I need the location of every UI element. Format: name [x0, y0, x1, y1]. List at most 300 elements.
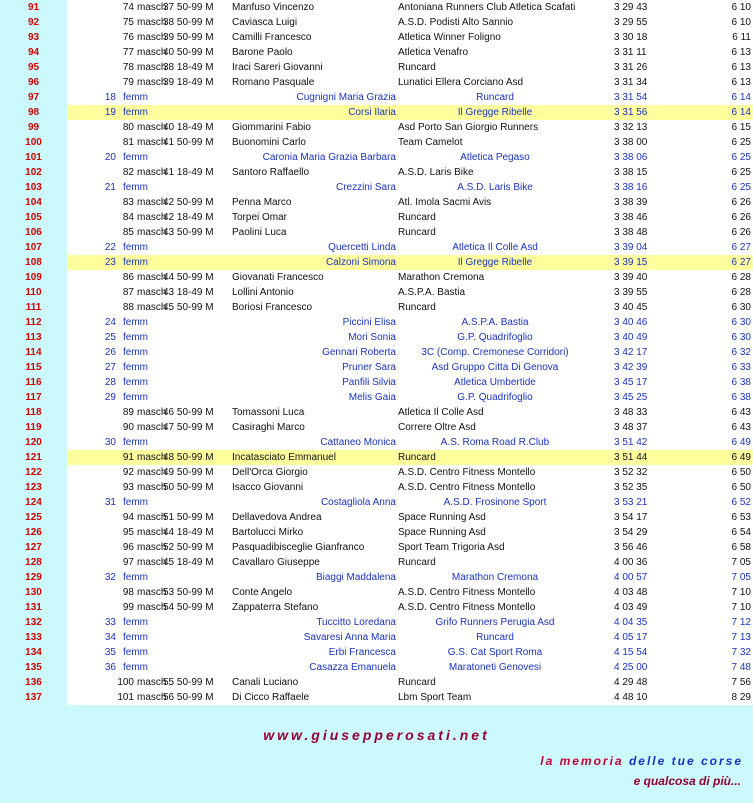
position-cell: 108 — [0, 255, 67, 270]
time-cell: 3 42 17 — [614, 347, 648, 358]
table-row — [0, 135, 753, 150]
athlete-name-cell: Iraci Sareri Giovanni — [232, 62, 323, 73]
club-cell: A.S.D. Centro Fitness Montello — [398, 602, 536, 613]
club-cell: Space Running Asd — [398, 512, 486, 523]
table-row — [0, 120, 753, 135]
athlete-name-cell: Paolini Luca — [232, 227, 287, 238]
table-row — [0, 30, 753, 45]
time-cell: 3 40 49 — [614, 332, 648, 343]
position-cell: 97 — [0, 90, 67, 105]
athlete-name-cell: Savaresi Anna Maria — [303, 632, 396, 643]
category-cell: 43 18-49 M — [163, 287, 214, 298]
time-cell: 3 39 40 — [614, 272, 648, 283]
time-cell: 3 39 55 — [614, 287, 648, 298]
gender-cell: femm — [123, 182, 148, 193]
club-cell: Marathon Cremona — [451, 572, 539, 583]
table-row — [0, 420, 753, 435]
gender-rank-cell: 27 — [104, 362, 116, 373]
athlete-name-cell: Pasquadibisceglie Gianfranco — [232, 542, 365, 553]
athlete-name-cell: Camilli Francesco — [232, 32, 312, 43]
gender-rank-cell: 75 — [122, 17, 134, 28]
time-cell: 3 31 54 — [614, 92, 648, 103]
gender-rank-cell: 88 — [122, 302, 134, 313]
category-cell: 52 50-99 M — [163, 542, 214, 553]
club-cell: Correre Oltre Asd — [398, 422, 476, 433]
athlete-name-cell: Cavallaro Giuseppe — [232, 557, 320, 568]
time-cell: 3 45 25 — [614, 392, 648, 403]
gender-cell: masch — [137, 587, 167, 598]
category-cell: 40 18-49 M — [163, 122, 214, 133]
gender-cell: femm — [123, 497, 148, 508]
time-cell: 3 56 46 — [614, 542, 648, 553]
club-cell: Atletica Il Colle Asd — [452, 242, 538, 253]
athlete-name-cell: Costagliola Anna — [320, 497, 396, 508]
time-cell: 3 40 45 — [614, 302, 648, 313]
athlete-name-cell: Casazza Emanuela — [309, 662, 396, 673]
gender-cell: masch — [137, 122, 167, 133]
time-cell: 3 38 06 — [614, 152, 648, 163]
gender-rank-cell: 99 — [122, 602, 134, 613]
gender-cell: femm — [123, 257, 148, 268]
position-cell: 112 — [0, 315, 67, 330]
time-cell: 4 25 00 — [614, 662, 648, 673]
table-row — [0, 75, 753, 90]
gender-cell: masch — [137, 212, 167, 223]
table-row — [0, 195, 753, 210]
position-cell: 137 — [0, 690, 67, 705]
time-cell: 4 04 35 — [614, 617, 648, 628]
position-cell: 123 — [0, 480, 67, 495]
category-cell: 39 18-49 M — [163, 77, 214, 88]
category-cell: 45 50-99 M — [163, 302, 214, 313]
pace-cell: 6 26 — [731, 197, 751, 208]
pace-cell: 6 43 — [731, 422, 751, 433]
position-cell: 124 — [0, 495, 67, 510]
club-cell: 3C (Comp. Cremonese Corridori) — [421, 347, 569, 358]
club-cell: A.S.D. Laris Bike — [457, 182, 533, 193]
category-cell: 43 50-99 M — [163, 227, 214, 238]
gender-cell: femm — [123, 242, 148, 253]
table-row — [0, 15, 753, 30]
pace-cell: 8 29 — [731, 692, 751, 703]
pace-cell: 6 38 — [731, 392, 751, 403]
gender-cell: masch — [137, 167, 167, 178]
table-row — [0, 360, 753, 375]
position-cell: 96 — [0, 75, 67, 90]
gender-rank-cell: 20 — [104, 152, 116, 163]
athlete-name-cell: Torpei Omar — [232, 212, 288, 223]
time-cell: 3 31 11 — [614, 47, 647, 58]
time-cell: 4 03 49 — [614, 602, 648, 613]
category-cell: 50 50-99 M — [163, 482, 214, 493]
gender-rank-cell: 83 — [122, 197, 134, 208]
gender-rank-cell: 94 — [122, 512, 134, 523]
time-cell: 3 39 04 — [614, 242, 648, 253]
pace-cell: 6 58 — [731, 542, 751, 553]
gender-rank-cell: 25 — [104, 332, 116, 343]
time-cell: 3 29 55 — [614, 17, 648, 28]
athlete-name-cell: Boriosi Francesco — [232, 302, 313, 313]
gender-cell: femm — [123, 332, 148, 343]
pace-cell: 6 30 — [731, 332, 751, 343]
time-cell: 3 31 34 — [614, 77, 648, 88]
gender-cell: masch — [137, 512, 167, 523]
athlete-name-cell: Isacco Giovanni — [232, 482, 304, 493]
gender-rank-cell: 87 — [122, 287, 134, 298]
table-row — [0, 240, 753, 255]
table-row — [0, 315, 753, 330]
gender-rank-cell: 22 — [104, 242, 116, 253]
position-cell: 103 — [0, 180, 67, 195]
position-cell: 131 — [0, 600, 67, 615]
table-row — [0, 525, 753, 540]
position-cell: 114 — [0, 345, 67, 360]
table-row — [0, 270, 753, 285]
table-row — [0, 435, 753, 450]
club-cell: Atletica Pegaso — [460, 152, 530, 163]
position-cell: 102 — [0, 165, 67, 180]
position-cell: 132 — [0, 615, 67, 630]
position-cell: 91 — [0, 0, 67, 15]
time-cell: 3 39 15 — [614, 257, 648, 268]
category-cell: 41 18-49 M — [163, 167, 214, 178]
athlete-name-cell: Caronia Maria Grazia Barbara — [262, 152, 396, 163]
table-row — [0, 600, 753, 615]
table-row — [0, 570, 753, 585]
pace-cell: 7 10 — [731, 587, 751, 598]
gender-rank-cell: 93 — [122, 482, 134, 493]
position-cell: 129 — [0, 570, 67, 585]
position-cell: 107 — [0, 240, 67, 255]
gender-cell: femm — [123, 92, 148, 103]
time-cell: 3 42 39 — [614, 362, 648, 373]
club-cell: A.S.P.A. Bastia — [398, 287, 466, 298]
position-cell: 101 — [0, 150, 67, 165]
club-cell: Lunatici Ellera Corciano Asd — [398, 77, 524, 88]
gender-cell: masch — [137, 482, 167, 493]
gender-cell: masch — [137, 452, 167, 463]
athlete-name-cell: Lollini Antonio — [232, 287, 294, 298]
gender-cell: femm — [123, 632, 148, 643]
table-row — [0, 555, 753, 570]
gender-cell: masch — [137, 62, 167, 73]
category-cell: 45 18-49 M — [163, 557, 214, 568]
athlete-name-cell: Di Cicco Raffaele — [232, 692, 310, 703]
gender-rank-cell: 28 — [104, 377, 116, 388]
pace-cell: 6 10 — [731, 2, 751, 13]
club-cell: Atl. Imola Sacmi Avis — [398, 197, 492, 208]
category-cell: 38 18-49 M — [163, 62, 214, 73]
gender-rank-cell: 92 — [122, 467, 134, 478]
table-row — [0, 150, 753, 165]
tagline — [540, 754, 743, 768]
time-cell: 3 45 17 — [614, 377, 648, 388]
gender-rank-cell: 78 — [122, 62, 134, 73]
pace-cell: 6 13 — [731, 62, 751, 73]
pace-cell: 6 28 — [731, 272, 751, 283]
table-row — [0, 90, 753, 105]
pace-cell: 6 54 — [731, 527, 751, 538]
athlete-name-cell: Giovanati Francesco — [232, 272, 324, 283]
table-row — [0, 225, 753, 240]
position-cell: 106 — [0, 225, 67, 240]
athlete-name-cell: Romano Pasquale — [232, 77, 315, 88]
gender-rank-cell: 23 — [104, 257, 116, 268]
club-cell: Space Running Asd — [398, 527, 486, 538]
gender-cell: masch — [137, 677, 167, 688]
pace-cell: 7 13 — [731, 632, 751, 643]
time-cell: 3 30 18 — [614, 32, 648, 43]
club-cell: A.S. Roma Road R.Club — [440, 437, 550, 448]
gender-rank-cell: 34 — [104, 632, 116, 643]
gender-cell: femm — [123, 392, 148, 403]
category-cell: 38 50-99 M — [163, 17, 214, 28]
time-cell: 3 31 26 — [614, 62, 648, 73]
table-row — [0, 105, 753, 120]
category-cell: 39 50-99 M — [163, 32, 214, 43]
table-row — [0, 585, 753, 600]
site-url-link[interactable]: www.giusepperosati.net — [263, 727, 490, 743]
table-row — [0, 0, 753, 15]
time-cell: 3 29 43 — [614, 2, 648, 13]
athlete-name-cell: Casiraghi Marco — [232, 422, 305, 433]
club-cell: Runcard — [398, 557, 436, 568]
category-cell: 42 50-99 M — [163, 197, 214, 208]
pace-cell: 6 52 — [731, 497, 751, 508]
gender-rank-cell: 24 — [104, 317, 116, 328]
table-row — [0, 210, 753, 225]
club-cell: Marathon Cremona — [398, 272, 485, 283]
athlete-name-cell: Melis Gaia — [348, 392, 396, 403]
athlete-name-cell: Crezzini Sara — [335, 182, 396, 193]
time-cell: 3 38 15 — [614, 167, 648, 178]
position-cell: 94 — [0, 45, 67, 60]
time-cell: 4 00 57 — [614, 572, 648, 583]
table-row — [0, 375, 753, 390]
gender-cell: femm — [123, 107, 148, 118]
category-cell: 47 50-99 M — [163, 422, 214, 433]
table-row — [0, 165, 753, 180]
pace-cell: 6 15 — [731, 122, 751, 133]
athlete-name-cell: Corsi Ilaria — [348, 107, 396, 118]
club-cell: Asd Gruppo Citta Di Genova — [431, 362, 559, 373]
time-cell: 4 48 10 — [614, 692, 648, 703]
position-cell: 117 — [0, 390, 67, 405]
pace-cell: 6 27 — [731, 242, 751, 253]
position-cell: 110 — [0, 285, 67, 300]
gender-rank-cell: 18 — [104, 92, 116, 103]
club-cell: Runcard — [398, 302, 436, 313]
time-cell: 4 15 54 — [614, 647, 648, 658]
time-cell: 3 40 46 — [614, 317, 648, 328]
club-cell: Atletica Winner Foligno — [398, 32, 501, 43]
gender-cell: masch — [137, 2, 167, 13]
club-cell: Antoniana Runners Club Atletica Scafati — [398, 2, 576, 13]
time-cell: 3 52 32 — [614, 467, 648, 478]
position-cell: 92 — [0, 15, 67, 30]
gender-rank-cell: 82 — [122, 167, 134, 178]
time-cell: 3 38 39 — [614, 197, 648, 208]
position-cell: 100 — [0, 135, 67, 150]
position-cell: 130 — [0, 585, 67, 600]
pace-cell: 7 05 — [731, 572, 751, 583]
athlete-name-cell: Pruner Sara — [342, 362, 396, 373]
table-row — [0, 45, 753, 60]
athlete-name-cell: Panfili Silvia — [342, 377, 396, 388]
club-cell: A.S.D. Podisti Alto Sannio — [398, 17, 514, 28]
category-cell: 42 18-49 M — [163, 212, 214, 223]
pace-cell: 6 43 — [731, 407, 751, 418]
tagline-red: la memoria — [540, 754, 624, 768]
tagline-more: e qualcosa di più... — [633, 774, 741, 788]
position-cell: 125 — [0, 510, 67, 525]
athlete-name-cell: Zappaterra Stefano — [232, 602, 319, 613]
club-cell: G.S. Cat Sport Roma — [447, 647, 543, 658]
time-cell: 3 51 44 — [614, 452, 648, 463]
time-cell: 3 48 33 — [614, 407, 648, 418]
athlete-name-cell: Piccini Elisa — [342, 317, 396, 328]
position-cell: 121 — [0, 450, 67, 465]
gender-cell: femm — [123, 647, 148, 658]
club-cell: Team Camelot — [398, 137, 463, 148]
category-cell: 44 18-49 M — [163, 527, 214, 538]
athlete-name-cell: Tuccitto Loredana — [316, 617, 396, 628]
club-cell: G.P. Quadrifoglio — [457, 332, 533, 343]
club-cell: A.S.D. Centro Fitness Montello — [398, 482, 536, 493]
table-row — [0, 255, 753, 270]
athlete-name-cell: Buonomini Carlo — [232, 137, 306, 148]
position-cell: 135 — [0, 660, 67, 675]
pace-cell: 6 27 — [731, 257, 751, 268]
pace-cell: 6 25 — [731, 152, 751, 163]
position-cell: 116 — [0, 375, 67, 390]
position-cell: 95 — [0, 60, 67, 75]
time-cell: 4 00 36 — [614, 557, 648, 568]
table-row — [0, 345, 753, 360]
pace-cell: 6 50 — [731, 467, 751, 478]
time-cell: 3 31 56 — [614, 107, 648, 118]
gender-rank-cell: 86 — [122, 272, 134, 283]
gender-rank-cell: 81 — [122, 137, 134, 148]
club-cell: G.P. Quadrifoglio — [457, 392, 533, 403]
pace-cell: 7 56 — [731, 677, 751, 688]
table-row — [0, 615, 753, 630]
gender-cell: masch — [137, 527, 167, 538]
gender-rank-cell: 77 — [122, 47, 134, 58]
gender-rank-cell: 84 — [122, 212, 134, 223]
position-cell: 128 — [0, 555, 67, 570]
athlete-name-cell: Barone Paolo — [232, 47, 293, 58]
category-cell: 56 50-99 M — [163, 692, 214, 703]
athlete-name-cell: Bartolucci Mirko — [232, 527, 304, 538]
gender-rank-cell: 31 — [104, 497, 116, 508]
category-cell: 54 50-99 M — [163, 602, 214, 613]
pace-cell: 7 48 — [731, 662, 751, 673]
position-cell: 118 — [0, 405, 67, 420]
athlete-name-cell: Manfuso Vincenzo — [232, 2, 315, 13]
gender-rank-cell: 30 — [104, 437, 116, 448]
pace-cell: 6 49 — [731, 452, 751, 463]
club-cell: Atletica Umbertide — [454, 377, 536, 388]
position-cell: 134 — [0, 645, 67, 660]
pace-cell: 7 12 — [731, 617, 751, 628]
gender-cell: masch — [137, 692, 167, 703]
gender-cell: masch — [137, 137, 167, 148]
gender-cell: femm — [123, 317, 148, 328]
pace-cell: 6 14 — [731, 107, 751, 118]
athlete-name-cell: Dell'Orca Giorgio — [232, 467, 308, 478]
club-cell: Runcard — [476, 92, 514, 103]
gender-rank-cell: 36 — [104, 662, 116, 673]
athlete-name-cell: Biaggi Maddalena — [315, 572, 396, 583]
gender-rank-cell: 76 — [122, 32, 134, 43]
position-cell: 133 — [0, 630, 67, 645]
position-cell: 93 — [0, 30, 67, 45]
pace-cell: 6 30 — [731, 317, 751, 328]
gender-rank-cell: 74 — [122, 2, 134, 13]
category-cell: 48 50-99 M — [163, 452, 214, 463]
gender-rank-cell: 21 — [104, 182, 116, 193]
pace-cell: 6 10 — [731, 17, 751, 28]
table-row — [0, 300, 753, 315]
athlete-name-cell: Erbi Francesca — [328, 647, 396, 658]
gender-cell: masch — [137, 407, 167, 418]
athlete-name-cell: Cattaneo Monica — [320, 437, 396, 448]
position-cell: 113 — [0, 330, 67, 345]
table-row — [0, 675, 753, 690]
gender-rank-cell: 32 — [104, 572, 116, 583]
gender-rank-cell: 98 — [122, 587, 134, 598]
athlete-name-cell: Conte Angelo — [232, 587, 293, 598]
time-cell: 3 32 13 — [614, 122, 648, 133]
time-cell: 4 05 17 — [614, 632, 648, 643]
table-row — [0, 495, 753, 510]
category-cell: 40 50-99 M — [163, 47, 214, 58]
gender-rank-cell: 101 — [117, 692, 134, 703]
time-cell: 3 51 42 — [614, 437, 648, 448]
club-cell: A.S.P.A. Bastia — [461, 317, 529, 328]
athlete-name-cell: Giommarini Fabio — [232, 122, 311, 133]
position-cell: 136 — [0, 675, 67, 690]
gender-cell: masch — [137, 287, 167, 298]
club-cell: Atletica Il Colle Asd — [398, 407, 484, 418]
position-cell: 99 — [0, 120, 67, 135]
gender-cell: masch — [137, 467, 167, 478]
club-cell: A.S.D. Centro Fitness Montello — [398, 467, 536, 478]
gender-cell: femm — [123, 377, 148, 388]
gender-cell: femm — [123, 437, 148, 448]
category-cell: 41 50-99 M — [163, 137, 214, 148]
gender-cell: masch — [137, 77, 167, 88]
position-cell: 105 — [0, 210, 67, 225]
pace-cell: 6 38 — [731, 377, 751, 388]
gender-cell: masch — [137, 17, 167, 28]
gender-cell: femm — [123, 572, 148, 583]
pace-cell: 6 25 — [731, 167, 751, 178]
athlete-name-cell: Penna Marco — [232, 197, 292, 208]
club-cell: Runcard — [398, 452, 436, 463]
gender-cell: masch — [137, 557, 167, 568]
pace-cell: 7 05 — [731, 557, 751, 568]
athlete-name-cell: Tomassoni Luca — [232, 407, 305, 418]
club-cell: A.S.D. Centro Fitness Montello — [398, 587, 536, 598]
club-cell: Runcard — [398, 62, 436, 73]
category-cell: 49 50-99 M — [163, 467, 214, 478]
gender-rank-cell: 85 — [122, 227, 134, 238]
time-cell: 3 54 17 — [614, 512, 648, 523]
athlete-name-cell: Canali Luciano — [232, 677, 299, 688]
gender-cell: masch — [137, 197, 167, 208]
